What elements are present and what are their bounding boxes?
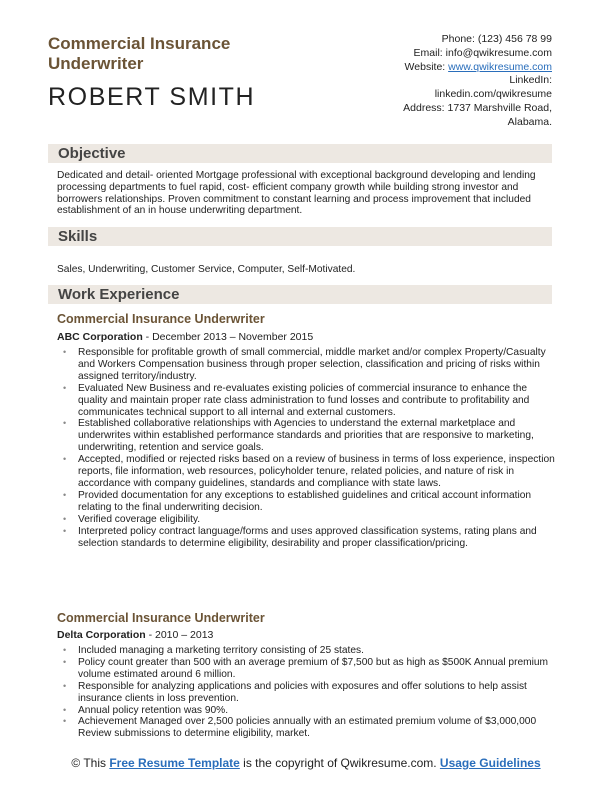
skills-text: Sales, Underwriting, Customer Service, Computer, Self-Motivated.: [57, 264, 356, 275]
resume-job-title: Commercial Insurance Underwriter: [48, 34, 231, 73]
skills-section-header: [48, 227, 552, 246]
free-resume-template-link[interactable]: Free Resume Template: [109, 756, 240, 770]
list-item: • Evaluated New Business and re-evaluates existing policies of commercial insurance to enhance the quality and maintain proper rate class administration to fund losses and contribute to profitability and communicates technical support to all internal and external customers.: [57, 383, 555, 419]
objective-section-header: [48, 144, 552, 163]
contact-phone: Phone: (123) 456 78 99: [441, 33, 552, 45]
list-item: • Achievement Managed over 2,500 policies annually with an estimated premium volume of $3,000,000 Review submissions to determine eligibility, market.: [57, 716, 555, 740]
contact-website: Website: www.qwikresume.com: [404, 60, 552, 73]
job-company-2: Delta Corporation - 2010 – 2013: [57, 629, 214, 641]
skills-heading: Skills: [58, 228, 98, 245]
objective-text: Dedicated and detail- oriented Mortgage professional with exceptional background developing and lending processing departments to fuel rapid, cost- efficient company growth while building strong investor and borrowers relationships. Proven commitment to constant learning and process improvement that included establishment of an in house underwriting department.: [57, 170, 536, 217]
usage-guidelines-link[interactable]: Usage Guidelines: [439, 756, 541, 770]
experience-section-header: [48, 285, 552, 304]
contact-email: Email: info@qwikresume.com: [413, 46, 552, 59]
contact-block: [322, 33, 552, 130]
list-item: • Policy count greater than 500 with an average premium of $7,500 but as high as $500K Annual premium volume estimated around 6 million.: [57, 657, 555, 681]
objective-heading: Objective: [58, 145, 126, 162]
header: [48, 34, 298, 111]
list-item: • Provided documentation for any exceptions to established guidelines and critical account information relating to the final underwriting decision.: [57, 490, 555, 514]
list-item: • Established collaborative relationships with Agencies to understand the external marketplace and underwrites within established performance standards and priorities that are responsive to marketing, underwriting, retention and service goals.: [57, 418, 555, 454]
job-title-1: Commercial Insurance Underwriter: [57, 312, 265, 326]
job-company-1: ABC Corporation - December 2013 – November 2015: [57, 331, 314, 343]
contact-linkedin-label: LinkedIn:: [509, 74, 552, 87]
website-link[interactable]: www.qwikresume.com: [448, 60, 552, 73]
contact-address-line2: Alabama.: [507, 115, 552, 128]
candidate-name: ROBERT SMITH: [48, 83, 256, 111]
job-2-bullets: [57, 645, 555, 740]
list-item: • Interpreted policy contract language/forms and uses approved classification systems, rating plans and selection standards to determine eligibility, desirability and proper classification/pricing.: [57, 526, 555, 550]
list-item: • Responsible for analyzing applications and policies with exposures and offer solutions to help assist insurance clients in loss prevention.: [57, 681, 555, 705]
job-title-2: Commercial Insurance Underwriter: [57, 611, 265, 625]
list-item: • Included managing a marketing territory consisting of 25 states.: [57, 645, 555, 657]
contact-address: Address: 1737 Marshville Road,: [403, 101, 552, 114]
list-item: • Verified coverage eligibility.: [57, 514, 555, 526]
job-1-bullets: [57, 347, 555, 549]
list-item: • Annual policy retention was 90%.: [57, 705, 555, 717]
list-item: • Accepted, modified or rejected risks based on a review of business in terms of loss experience, inspection reports, file information, web resources, policyholder tenure, related policies, and nature of risk in accordance with company guidelines, standards and compliance with state laws.: [57, 454, 555, 490]
list-item: • Responsible for profitable growth of small commercial, middle market and/or complex Property/Casualty and Workers Compensation business through proper selection, classification and pricing of risks within assigned territory/industry.: [57, 347, 555, 383]
copyright-footer: © This Free Resume Template is the copyright of Qwikresume.com. Usage Guidelines: [71, 756, 541, 770]
contact-linkedin: linkedin.com/qwikresume: [434, 88, 552, 101]
experience-heading: Work Experience: [58, 286, 180, 303]
